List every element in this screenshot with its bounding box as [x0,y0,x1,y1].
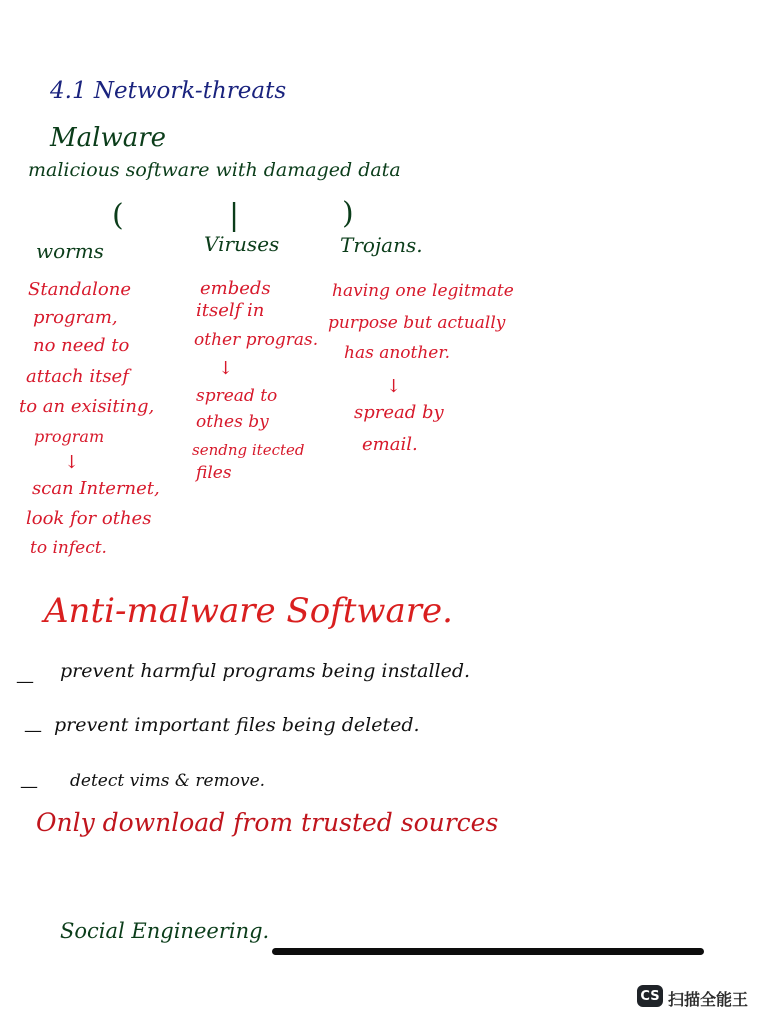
category-trojans: Trojans. [340,233,423,257]
branch-right-icon: ) [342,196,354,231]
worms-line: program, [33,307,118,328]
viruses-after-line: othes by [196,412,269,432]
malware-definition: malicious software with damaged data [28,159,401,181]
malware-title: Malware [50,123,167,153]
worms-line: program [34,427,105,446]
trojans-line: has another. [344,343,451,363]
viruses-line: itself in [196,300,265,321]
trojans-line: purpose but actually [328,313,506,333]
worms-after-line: to infect. [30,538,107,558]
trojans-arrow-icon: ↓ [386,376,402,397]
branch-left-icon: ( [112,198,124,233]
category-worms: worms [36,239,104,263]
worms-line: no need to [33,335,130,356]
watermark-text: 扫描全能王 [668,990,749,1009]
anti-malware-title: Anti-malware Software. [44,591,453,631]
bullet-mark: — [24,720,42,741]
worms-line: to an exisiting, [19,396,155,417]
viruses-after-line: files [196,463,232,483]
viruses-after-line: spread to [196,386,278,406]
viruses-arrow-icon: ↓ [218,358,234,379]
worms-line: attach itsef [26,366,129,387]
worms-line: Standalone [28,279,131,300]
viruses-line: other progras. [194,330,319,350]
trojans-after-line: email. [362,434,418,455]
category-viruses: Viruses [204,232,280,256]
worms-after-line: look for othes [26,508,152,529]
anti-malware-bullet: prevent harmful programs being installed. [60,660,471,682]
download-note: Only download from trusted sources [36,808,499,837]
trojans-after-line: spread by [354,402,444,423]
divider [272,948,704,955]
worms-after-line: scan Internet, [32,478,160,499]
worms-arrow-icon: ↓ [64,452,80,473]
branch-middle-icon: | [229,198,240,233]
trojans-line: having one legitmate [332,281,514,301]
section-heading: 4.1 Network-threats [50,78,287,104]
bullet-mark: — [16,671,34,692]
anti-malware-bullet: prevent important files being deleted. [54,714,420,736]
camscanner-logo-icon: CS [637,985,663,1007]
anti-malware-bullet: detect vims & remove. [70,771,266,791]
bullet-mark: — [20,776,38,797]
viruses-line: embeds [200,278,271,299]
viruses-after-line: sendng itected [192,441,305,459]
social-engineering-title: Social Engineering. [60,919,270,943]
